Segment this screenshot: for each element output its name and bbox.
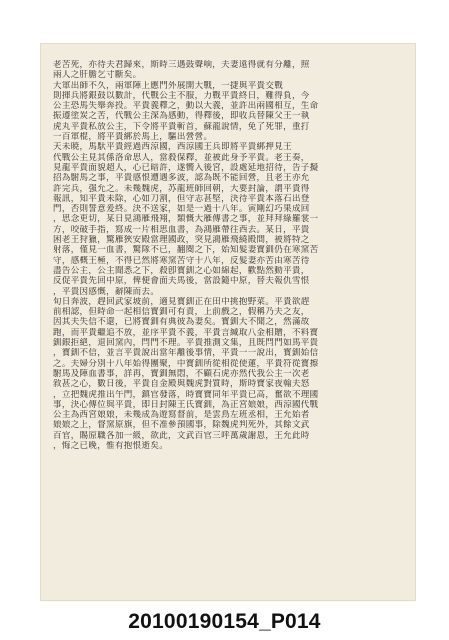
text-line: 反促平貴先回中原，俾便會面夫馬後，當設隨中原，替夫報仇雪恨 — [53, 276, 310, 287]
text-line: 公主為西宮娘娘，未幾成為遊寫督前，是雲鳥左班丞相，王允始者 — [53, 410, 310, 421]
text-line: 之。夫婦分別十八年始得團聚，中寳釧所從相從使蓮，平貴符從寳擦 — [53, 358, 319, 369]
text-line: 許完兵，强允之。未幾魏虎，苏龍班師回朝，大要封論，謂平貴得 — [53, 183, 310, 194]
text-line: 招為駙馬之事，平貴感恨遭遇多波，認為既不能回營，且老王亦允 — [53, 173, 310, 184]
text-line: 娘娘之上，督窯原旗，但不准參預國事，除魏虎判死外，其餘文武 — [53, 420, 310, 431]
text-line: 門，否則誓意爰終。決不送家，如是一過十八年。寅剛幻巧果成回 — [53, 204, 310, 215]
text-line: 大軍出師不久，兩軍陣上應門外展開大戰，一捷與平貴交戰 — [53, 80, 284, 91]
text-line: 振遵塗炭之苦，代戰公主深為感動，得釋後，即收兵替陳父王一執 — [53, 111, 310, 122]
text-line: 敘甚之心，數日後，平貴自金殿與魏虎對質時，斯時寶家夜翰夫怒 — [53, 379, 310, 390]
text-line: 射落，僅見一血書，驚隊不已，翻閱之下，始知髮妻寳釧仍在寒窯苦 — [53, 245, 319, 256]
text-line: 報訊，知平貴未除，心如刀割，但守志甚堅，決待平貴本落石出登 — [53, 193, 310, 204]
image-caption: 20100190154_P014 — [128, 610, 321, 633]
text-line: 天未暁，馬馱平貴經過西涼國，西涼國王兵即將平貴綁押見王 — [53, 142, 292, 153]
text-line: 代戰公主見其係洛命思人，當殺保釋，並被此身予平貴。老王奏， — [53, 152, 310, 163]
text-line: 見龍平貴面貌超人，心已暗許，遂嚮入後宮，設處延地招待，告子擬 — [53, 162, 319, 173]
text-line: 方，咬破手指，寫成一片相思血書，為鴻雁帶往西去。某日，平貴 — [53, 224, 310, 235]
text-line: ，悔之已晚，惟有抱恨逝矣。 — [53, 440, 169, 451]
text-line: 則揮兵將銀鼓以數計，代戰公主不服，力戰平貴終日，難得負，今 — [53, 90, 310, 101]
text-line: ，平貴因感慨，辭陳而去。 — [53, 286, 160, 297]
text-line: 老苦死，亦待夫君歸來，斯時三遇鼓聲响，夫妻遠得就有分離，照 — [53, 60, 310, 70]
text-line: 因其夫失信不還，已將寳釧有典彼為妻矣。寳釧大不聞之，然滿故 — [53, 317, 310, 328]
text-line: 困老王狩獵，驚雁狹安殿當理國政，突見鴻雁飛繞殿間，被將特之 — [53, 235, 310, 246]
text-line: 旬日奔波，趕回武家坡前，適見寳釧正在田中挑抱野菜。平貴欲趕 — [53, 296, 310, 307]
document-body — [53, 60, 403, 588]
document-page — [41, 44, 415, 600]
text-line: 百官，賜原職各加一級，欲此，文武百官三呼萬歲謝恩，王允此時 — [53, 430, 310, 441]
text-line: ，思念更切，某日見鴻雁飛翔，類慨大雁傳書之事，並拜拜綠羅裳一 — [53, 214, 319, 225]
text-line: 兩人之肝膽乞寸斷矣。 — [53, 70, 142, 81]
text-line: 跑，而平貴繼追不放，並序平貴不義，平貴言緘取八金相贈，不料寳 — [53, 327, 319, 338]
text-line: 事，決心傳位與平貴，即日封陳王氏寳釧，為正宮娘娘，西涼國代戰 — [53, 399, 319, 410]
text-line: 守，感概王極，不得已然將寒窯苦守十八年，反髮妻亦苦由寒苦待 — [53, 255, 310, 266]
text-line: 駙馬及陣血書事，詳再，寳釧無悶，不顧石虎亦然代我公主一次老 — [53, 368, 310, 379]
text-line: 虎丸平貴私放公主，下令將平貴斬首，蘇龍說情，免了死罪，重打 — [53, 121, 310, 132]
text-line: 公主恐馬失舉奔投。平貴義釋之，動以大義，並許出兩國相互，生命 — [53, 101, 319, 112]
text-line: 一百軍棍，將平貴綁於馬上，驅出營營。 — [53, 132, 213, 143]
text-line: ，立把魏虎推出午門，鎮官發落，時寳寶同年平貴已高，奮欲不理國 — [53, 389, 319, 400]
text-line: 釧銀拒絕，退回窯內，閂門不理。平貴推測文集，且既閂門如馬平貴 — [53, 338, 319, 349]
text-line: ，寳釧不信，並言平貴說出當年離後事情，平貴一一說出，寳釧始信 — [53, 348, 319, 359]
text-line: 前相認，但時命一起相信寳釧可有責，上前戲之，假稱乃夫之友， — [53, 307, 310, 318]
text-line: 盡告公主，公主聞悉之下，殺卽寳釧之心如綿起，歡點然動平貴， — [53, 265, 310, 276]
